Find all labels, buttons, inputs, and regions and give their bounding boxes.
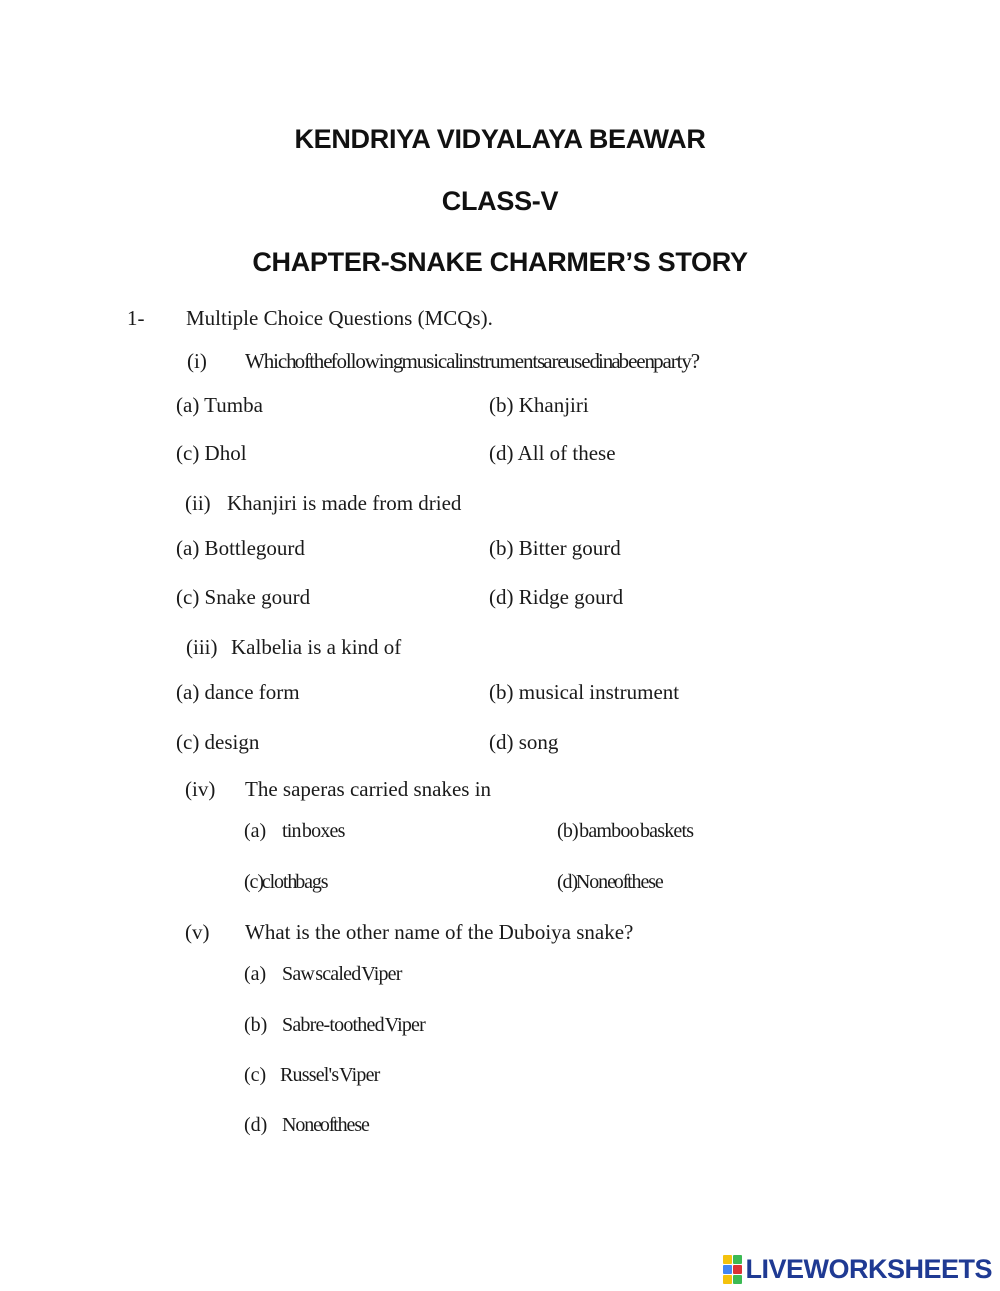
option: (c) cloth bags bbox=[244, 871, 328, 893]
question-text: Which of the following musical instruments are used in a been party? bbox=[245, 349, 699, 373]
liveworksheets-logo[interactable] bbox=[723, 1254, 992, 1284]
option: Russel's Viper bbox=[280, 1064, 380, 1086]
chapter-title: CHAPTER-SNAKE CHARMER’S STORY bbox=[252, 247, 748, 277]
option: (c) Dhol bbox=[176, 441, 247, 465]
school-title: KENDRIYA VIDYALAYA BEAWAR bbox=[294, 124, 706, 154]
question-number: (iv) bbox=[185, 777, 216, 801]
option-letter: (c) bbox=[244, 1064, 267, 1086]
option: (a) dance form bbox=[176, 680, 300, 704]
option-letter: (d) bbox=[244, 1114, 268, 1136]
option: (b) musical instrument bbox=[489, 680, 680, 704]
option-letter: (b) bbox=[244, 1014, 268, 1036]
option: (d) None of these bbox=[557, 871, 663, 893]
option: Saw scaled Viper bbox=[282, 963, 402, 985]
section-title: Multiple Choice Questions (MCQs). bbox=[186, 306, 493, 330]
option: (a) Bottlegourd bbox=[176, 536, 305, 560]
question-text: Khanjiri is made from dried bbox=[227, 491, 462, 515]
option: (c) design bbox=[176, 730, 260, 754]
question-number: (ii) bbox=[185, 491, 211, 515]
option: Sabre-toothed Viper bbox=[282, 1014, 425, 1036]
option: (b) bamboo baskets bbox=[557, 820, 694, 842]
liveworksheets-logo-icon bbox=[723, 1255, 742, 1284]
option: None of these bbox=[282, 1114, 369, 1136]
class-title: CLASS-V bbox=[441, 186, 559, 216]
question-number: (i) bbox=[187, 349, 207, 373]
option-letter: (a) bbox=[244, 963, 267, 985]
option: (d) Ridge gourd bbox=[489, 585, 624, 609]
option: (a) Tumba bbox=[176, 393, 263, 417]
option-letter: (a) bbox=[244, 820, 267, 842]
option: (d) All of these bbox=[489, 441, 616, 465]
logo-text: LIVEWORKSHEETS bbox=[745, 1253, 992, 1284]
option: (c) Snake gourd bbox=[176, 585, 311, 609]
option: (b) Bitter gourd bbox=[489, 536, 621, 560]
question-text: The saperas carried snakes in bbox=[245, 777, 492, 801]
question-text: Kalbelia is a kind of bbox=[231, 635, 402, 659]
section-number: 1- bbox=[127, 306, 145, 330]
option: tin boxes bbox=[282, 820, 345, 842]
question-text: What is the other name of the Duboiya snake? bbox=[245, 920, 634, 944]
option: (d) song bbox=[489, 730, 559, 754]
question-number: (iii) bbox=[186, 635, 218, 659]
option: (b) Khanjiri bbox=[489, 393, 589, 417]
question-number: (v) bbox=[185, 920, 210, 944]
